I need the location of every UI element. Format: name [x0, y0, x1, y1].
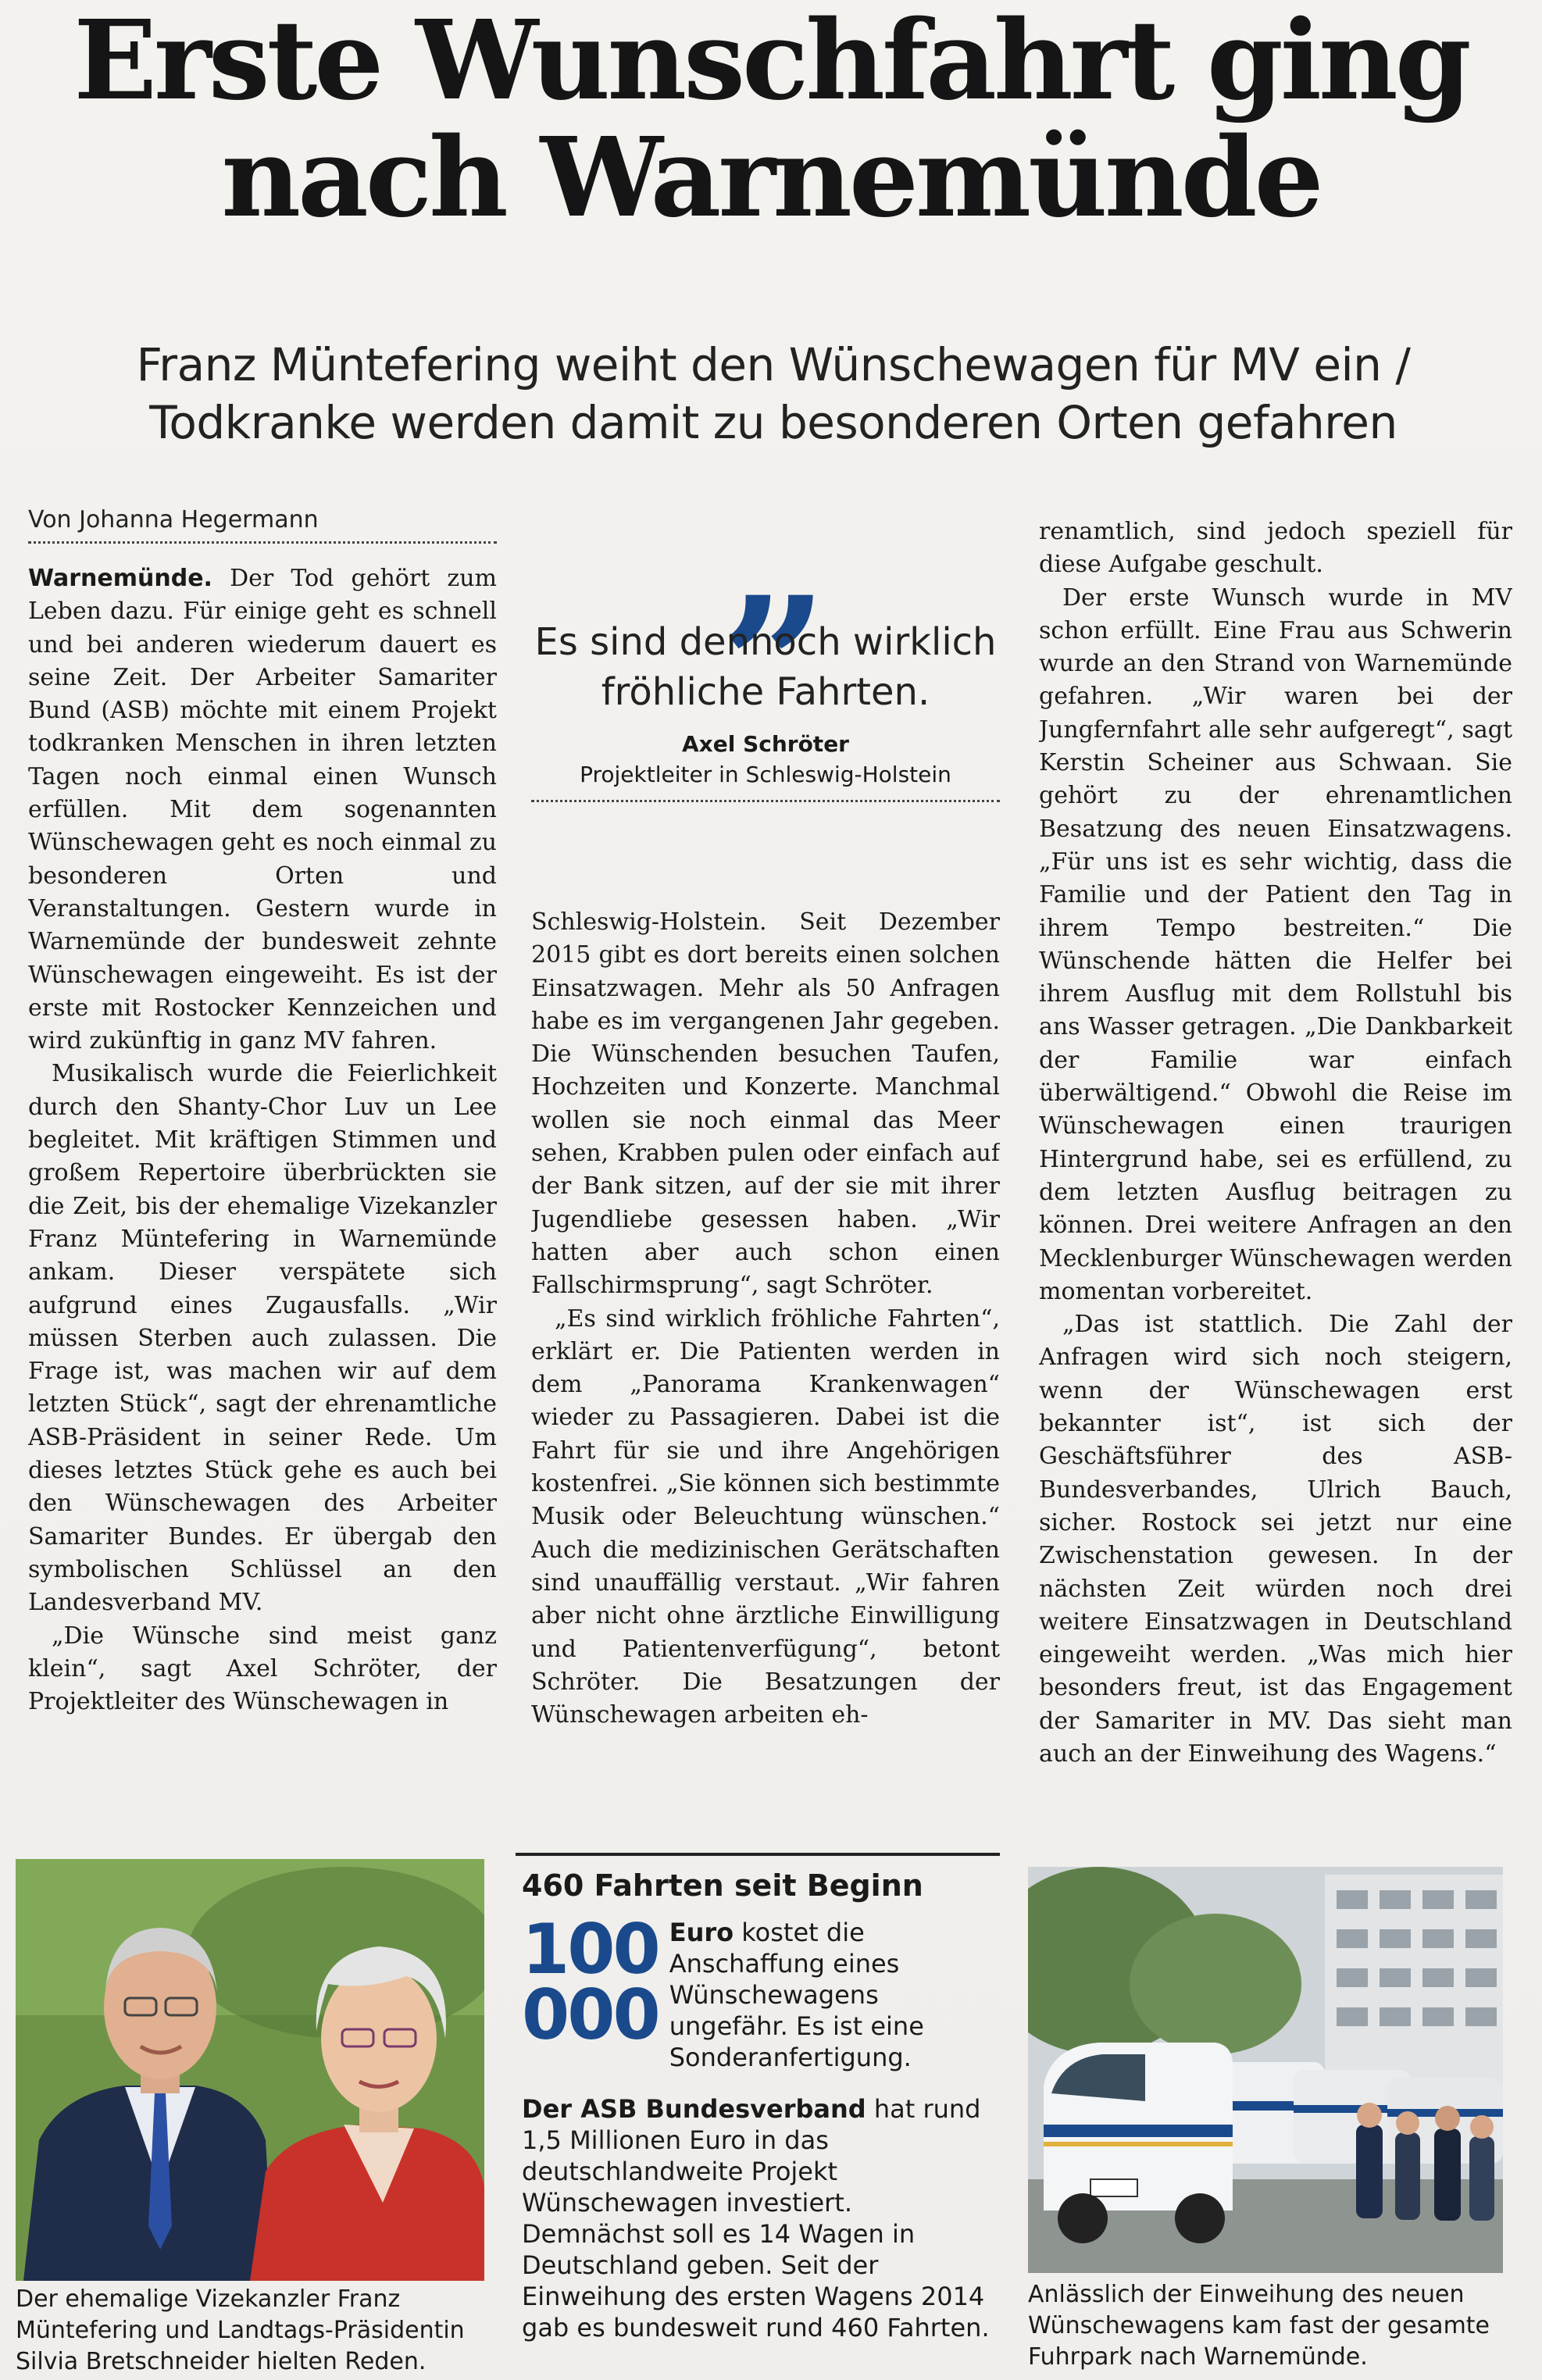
- fact-number-text: [669, 1917, 1000, 2073]
- article-column-1: [28, 562, 497, 1828]
- photo-fleet: [1028, 1867, 1503, 2273]
- subheadline: [47, 336, 1500, 451]
- paragraph: „Das ist stattlich. Die Zahl der Anfragen wird sich noch steigern, wenn der Wünschewagen erst bekannter ist“, ist sich der Geschäftsführer des ASB-Bundesverbandes, Ulrich Bauch, sicher. Rostock sei jetzt nur eine Zwischenstation gewesen. In der nächsten Zeit würden noch drei weitere Einsatzwagen in Deutschland eingeweiht werden. „Was mich hier besonders freut, ist das Engagement der Samariter in MV. Das sieht man auch an der Einweihung des Wagens.“: [1039, 1311, 1512, 1768]
- quote-role: Projektleiter in Schleswig-Holstein: [531, 762, 1000, 802]
- photo-speakers-caption: Der ehemalige Vizekanzler Franz Müntefering und Landtags-Präsidentin Silvia Bretschneider hielten Reden.: [16, 2285, 465, 2375]
- subheadline-line-2: Todkranke werden damit zu besonderen Orten gefahren: [149, 396, 1397, 449]
- headline-line-1: Erste Wunschfahrt ging: [73, 0, 1469, 125]
- quote-author: Axel Schröter: [682, 731, 849, 757]
- fact-number-desc: kostet die Anschaffung eines Wünschewagens ungefähr. Es ist eine Sonderanfertigung.: [669, 1918, 924, 2072]
- fact-paragraph: [522, 2093, 1000, 2343]
- byline: Von Johanna Hegermann: [28, 506, 497, 544]
- pull-quote: [531, 448, 1000, 867]
- quote-mark-icon: „: [723, 448, 808, 669]
- paragraph: „Es sind wirklich fröhliche Fahrten“, erklärt er. Die Patienten werden in dem „Panorama Krankenwagen“ wieder zu Passagieren. Dabei ist die Fahrt für sie und ihre Angehörigen kostenfrei. „Sie können sich bestimmte Musik oder Beleuchtung wünschen.“ Auch die medizinischen Gerätschaften sind unauffällig verstaut. „Wir fahren aber nicht ohne ärztliche Einwilligung und Patientenverfügung“, betont Schröter. Die Besatzungen der Wünschewagen arbeiten eh-: [531, 1304, 1000, 1729]
- paragraph: Der erste Wunsch wurde in MV schon erfüllt. Eine Frau aus Schwerin wurde an den Strand von Warnemünde gefahren. „Wir waren bei der Jungfernfahrt alle sehr aufgeregt“, sagt Kerstin Scheiner aus Schwaan. Sie gehört zu der ehrenamtlichen Besatzung des neuen Einsatzwagens. „Für uns ist es sehr wichtig, dass die Familie und der Patient den Tag in ihrem Tempo bestreiten.“ Die Wünschende hätten die Helfer bei ihrem Ausflug mit dem Rollstuhl bis ans Wasser getragen. „Die Dankbarkeit der Familie war einfach überwältigend.“ Obwohl die Reise im Wünschewagen einen traurigen Hintergrund habe, sei es erfüllend, zu dem letzten Ausflug beitragen zu können. Drei weitere Anfragen an den Mecklenburger Wünschewagen werden momentan vorbereitet.: [1039, 583, 1512, 1305]
- fact-box: [516, 1853, 1000, 2368]
- fact-number-unit: Euro: [669, 1918, 734, 1947]
- paragraph: renamtlich, sind jedoch speziell für diese Aufgabe geschult.: [1039, 518, 1512, 579]
- dateline: Warnemünde.: [28, 565, 212, 592]
- photo-fleet-caption: Anlässlich der Einweihung des neuen Wünschewagens kam fast der gesamte Fuhrpark nach Warnemünde.: [1028, 2281, 1490, 2371]
- fact-paragraph-text: hat rund 1,5 Millionen Euro in das deutschlandweite Projekt Wünschewagen investiert. Demnächst soll es 14 Wagen in Deutschland geben. Seit der Einweihung des ersten Wagens 2014 gab es bundesweit rund 460 Fahrten.: [522, 2094, 990, 2343]
- fact-paragraph-lead: Der ASB Bundesverband: [522, 2094, 866, 2124]
- paragraph: Schleswig-Holstein. Seit Dezember 2015 gibt es dort bereits einen solchen Einsatzwagen. Mehr als 50 Anfragen habe es im vergangenen Jahr gegeben. Die Wünschenden besuchen Taufen, Hochzeiten und Konzerte. Manchmal wollen sie noch einmal das Meer sehen, Krabben pulen oder einfach auf der Bank sitzen, auf der sie mit ihrer Jugendliebe gesessen haben. „Wir hatten aber auch schon einen Fallschirmsprung“, sagt Schröter.: [531, 908, 1000, 1300]
- headline-line-2: nach Warnemünde: [221, 114, 1321, 242]
- photo-speakers: [16, 1859, 484, 2281]
- quote-text: Es sind dennoch wirklich fröhliche Fahrten.: [534, 620, 997, 714]
- fact-big-number: 100 000: [522, 1909, 659, 2055]
- photo-fleet-illustration: [1028, 1867, 1503, 2273]
- paragraph: Musikalisch wurde die Feierlichkeit durch den Shanty-Chor Luv un Lee begleitet. Mit kräftigen Stimmen und großem Repertoire überbrückten sie die Zeit, bis der ehemalige Vizekanzler Franz Müntefering in Warnemünde ankam. Dieser verspätete sich aufgrund eines Zugausfalls. „Wir müssen Sterben auch zulassen. Die Frage ist, was machen wir auf dem letzten Stück“, sagt der ehrenamtliche ASB-Präsident in seiner Rede. Um dieses letztes Stück gehe es auch bei den Wünschewagen des Arbeiter Samariter Bundes. Er übergab den symbolischen Schlüssel an den Landesverband MV.: [28, 1060, 497, 1617]
- fact-number-row: [522, 1909, 1000, 2073]
- subheadline-line-1: Franz Müntefering weiht den Wünschewagen für MV ein /: [136, 338, 1411, 391]
- paragraph-text: Der Tod gehört zum Leben dazu. Für einige geht es schnell und bei anderen wiederum dauert es seine Zeit. Der Arbeiter Samariter Bund (ASB) möchte mit einem Projekt todkranken Menschen in ihren letzten Tagen noch einmal einen Wunsch erfüllen. Mit dem sogenannten Wünschewagen geht es noch einmal zu besonderen Orten und Veranstaltungen. Gestern wurde in Warnemünde der bundesweit zehnte Wünschewagen eingeweiht. Es ist der erste mit Rostocker Kennzeichen und wird zukünftig in ganz MV fahren.: [28, 565, 497, 1055]
- photo-speakers-illustration: [16, 1859, 484, 2281]
- paragraph: „Die Wünsche sind meist ganz klein“, sagt Axel Schröter, der Projektleiter des Wünschewagen in: [28, 1622, 497, 1716]
- article-column-2: [531, 906, 1000, 1851]
- paragraph: [28, 562, 497, 1058]
- fact-box-title: 460 Fahrten seit Beginn: [522, 1868, 923, 1903]
- article-column-3: [1039, 516, 1512, 1836]
- headline: [0, 0, 1542, 242]
